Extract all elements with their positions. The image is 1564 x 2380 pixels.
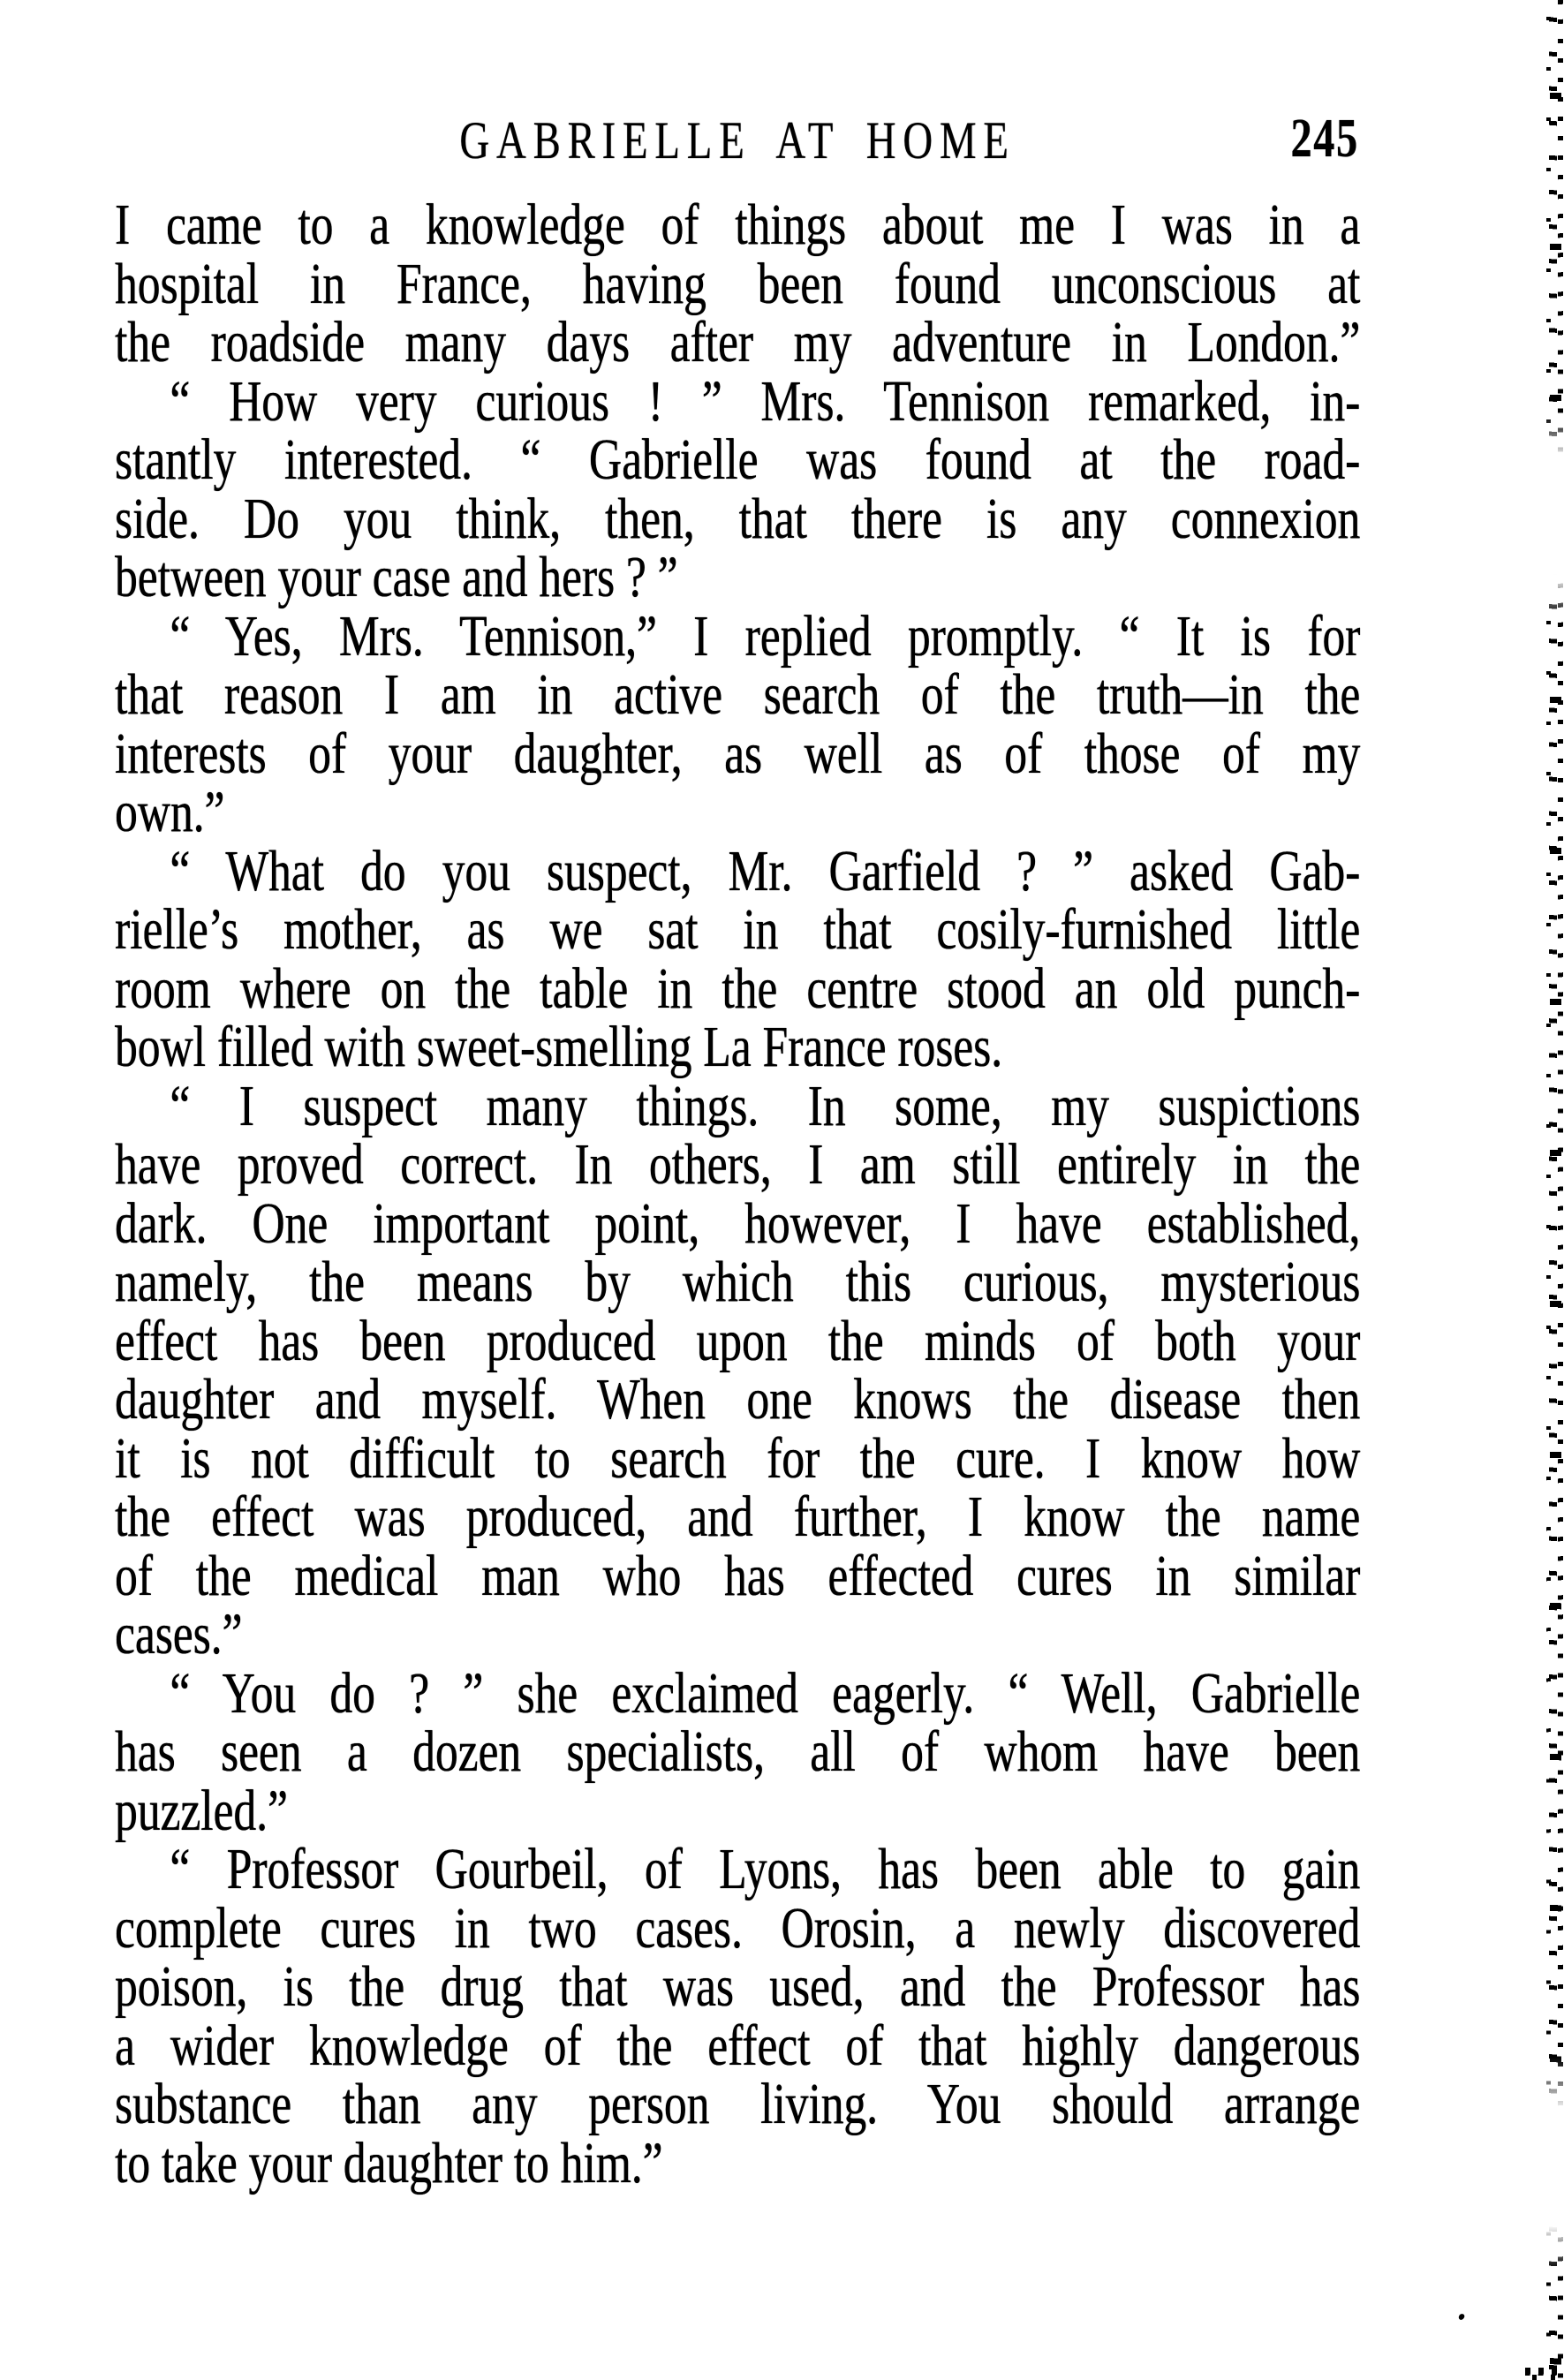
paragraph — [115, 1837, 1361, 2195]
text-line: side. Do you think, then, that there is any connexion — [115, 486, 1361, 551]
text-line: to take your daughter to him.” — [115, 2130, 663, 2195]
paragraph — [115, 1073, 1361, 1666]
text-line: poison, is the drug that was used, and the Professor has — [115, 1954, 1361, 2019]
page-header — [115, 109, 1360, 170]
text-line: interests of your daughter, as well as of those of my — [115, 721, 1361, 786]
text-line: of the medical man who has effected cures in similar — [115, 1543, 1361, 1608]
text-line: “ Yes, Mrs. Tennison,” I replied promptly. “ It is for — [170, 603, 1361, 669]
text-line: “ You do ? ” she exclaimed eagerly. “ Well, Gabrielle — [170, 1660, 1361, 1726]
paragraph — [115, 193, 1361, 374]
scan-edge-artifact — [1540, 0, 1564, 2380]
text-line: that reason I am in active search of the truth—in the — [115, 662, 1361, 727]
paragraph — [115, 838, 1361, 1079]
text-line: puzzled.” — [115, 1778, 288, 1843]
text-line: bowl filled with sweet-smelling La France roses. — [115, 1015, 1003, 1079]
text-line: it is not difficult to search for the cure. I know how — [115, 1425, 1361, 1491]
page-body — [115, 193, 1361, 2195]
text-line: between your case and hers ? ” — [115, 545, 678, 609]
text-line: has seen a dozen specialists, all of whom have been — [115, 1719, 1361, 1784]
text-line: have proved correct. In others, I am still entirely in the — [115, 1132, 1361, 1197]
text-line: a wider knowledge of the effect of that highly dangerous — [115, 2013, 1361, 2078]
text-line: room where on the table in the centre stood an old punch- — [115, 956, 1361, 1021]
text-line: “ I suspect many things. In some, my suspictions — [170, 1073, 1361, 1138]
text-line: “ What do you suspect, Mr. Garfield ? ” asked Gab- — [170, 838, 1361, 903]
text-line: namely, the means by which this curious, mysterious — [115, 1250, 1361, 1314]
text-line: the effect was produced, and further, I know the name — [115, 1485, 1361, 1549]
page-number: 245 — [1290, 109, 1359, 169]
paragraph — [115, 603, 1361, 844]
paragraph — [115, 368, 1361, 609]
text-line: “ Professor Gourbeil, of Lyons, has been able to gain — [170, 1837, 1361, 1901]
text-line: daughter and myself. When one knows the disease then — [115, 1367, 1361, 1432]
text-line: cases.” — [115, 1602, 243, 1666]
running-title: GABRIELLE AT HOME — [459, 111, 1016, 170]
text-line: the roadside many days after my adventure in London.” — [115, 310, 1361, 374]
scan-speck — [1458, 2313, 1465, 2321]
text-line: “ How very curious ! ” Mrs. Tennison remarked, in- — [170, 368, 1361, 434]
text-line: dark. One important point, however, I have established, — [115, 1190, 1361, 1256]
text-line: rielle’s mother, as we sat in that cosily-furnished little — [115, 897, 1361, 962]
text-line: substance than any person living. You should arrange — [115, 2072, 1361, 2136]
paragraph — [115, 1660, 1361, 1843]
text-line: own.” — [115, 780, 225, 844]
text-line: complete cures in two cases. Orosin, a newly discovered — [115, 1895, 1361, 1961]
text-line: hospital in France, having been found unconscious at — [115, 251, 1361, 316]
text-line: effect has been produced upon the minds of both your — [115, 1308, 1361, 1373]
text-line: I came to a knowledge of things about me I was in a — [115, 193, 1361, 257]
text-line: stantly interested. “ Gabrielle was found at the road- — [115, 427, 1361, 492]
scan-corner-artifact — [1525, 2316, 1564, 2380]
